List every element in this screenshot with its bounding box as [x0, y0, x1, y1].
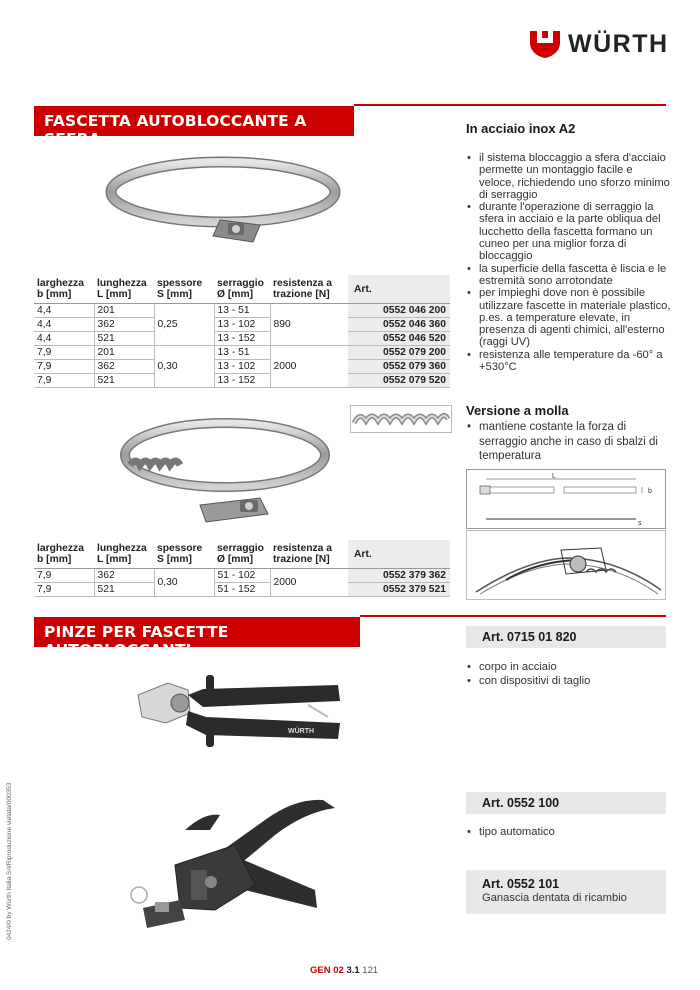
cutting-pliers-image [128, 665, 360, 757]
product-art-number: Art. 0715 01 820 [482, 630, 577, 644]
cell-art: 0552 079 200 [348, 346, 450, 360]
cell-range: 13 - 152 [214, 332, 270, 346]
feature-item: • il sistema bloccaggio a sfera d'acciaio permette un montaggio facile e veloce, richiedendo uno sforzo minimo di serraggio [466, 152, 671, 201]
col-header: Art. [348, 275, 450, 304]
table-row [34, 346, 450, 360]
col-header: larghezza b [mm] [34, 540, 94, 569]
cell-strength: 2000 [270, 569, 348, 597]
cell-range: 51 - 152 [214, 583, 270, 597]
section-number: 3.1 [346, 965, 360, 976]
table-row [34, 332, 450, 346]
page-footer [310, 965, 378, 976]
side-copyright-note: 0424/0 by Würth Italia Srl/Riproduzione vietata/000353 [6, 782, 13, 940]
section-title-fascetta: FASCETTA AUTOBLOCCANTE A SFERA [34, 106, 354, 136]
cell-strength: 890 [270, 304, 348, 346]
fascetta-features [466, 152, 671, 373]
feature-item: • per impieghi dove non è possibile utilizzare fascette in materiale plastico, p.es. a temperature elevate, in presenza di agenti chimici, all'esterno (raggi UV) [466, 287, 671, 348]
feature-item: • con dispositivi di taglio [466, 674, 666, 688]
section-divider [354, 104, 666, 106]
automatic-tensioning-pliers-image [125, 790, 360, 945]
cell-art: 0552 046 200 [348, 304, 450, 318]
cell-range: 51 - 102 [214, 569, 270, 583]
section-title-pinze: PINZE PER FASCETTE AUTOBLOCCANTI [34, 617, 360, 647]
wurth-logo-icon [528, 29, 562, 59]
label-thickness: s [638, 520, 642, 527]
product-art-number: Art. 0552 100 [482, 796, 560, 810]
cell-width: 7,9 [34, 583, 94, 597]
section-divider [360, 615, 666, 617]
cell-range: 13 - 51 [214, 346, 270, 360]
product-art-number: Art. 0552 101 [482, 877, 560, 891]
cell-strength: 2000 [270, 346, 348, 388]
cell-width: 7,9 [34, 360, 94, 374]
material-heading: In acciaio inox A2 [466, 121, 576, 136]
label-width: b [648, 488, 652, 495]
cell-range: 13 - 102 [214, 318, 270, 332]
cell-thickness: 0,30 [154, 346, 214, 388]
cell-range: 13 - 152 [214, 374, 270, 388]
cell-art: 0552 079 360 [348, 360, 450, 374]
cell-length: 521 [94, 374, 154, 388]
cell-art: 0552 046 520 [348, 332, 450, 346]
feature-item: • mantiene costante la forza di serraggio anche in caso di sbalzi di temperatura [466, 420, 671, 464]
col-header: spessore S [mm] [154, 540, 214, 569]
feature-item: • durante l'operazione di serraggio la sfera in acciaio e la parte obliqua del lucchetto della fascetta formano un cuneo per una miglior forza di bloccaggio [466, 201, 671, 262]
col-header: resistenza a trazione [N] [270, 275, 348, 304]
cell-art: 0552 079 520 [348, 374, 450, 388]
table-header-row [34, 540, 450, 569]
cell-width: 7,9 [34, 346, 94, 360]
cell-width: 4,4 [34, 318, 94, 332]
cell-art: 0552 046 360 [348, 318, 450, 332]
cable-tie-spring-image [110, 410, 335, 530]
col-header: spessore S [mm] [154, 275, 214, 304]
table-row [34, 318, 450, 332]
col-header: lunghezza L [mm] [94, 540, 154, 569]
fascetta-spec-table [34, 275, 450, 388]
product-box-0552-101 [466, 870, 666, 914]
cell-width: 4,4 [34, 304, 94, 318]
cell-art: 0552 379 521 [348, 583, 450, 597]
dimension-diagram [466, 469, 666, 529]
plier-print: WÜRTH [288, 728, 315, 735]
cell-length: 521 [94, 583, 154, 597]
catalog-code: GEN 02 [310, 965, 344, 976]
cell-width: 7,9 [34, 374, 94, 388]
feature-item: • tipo automatico [466, 826, 666, 838]
col-header: serraggio Ø [mm] [214, 540, 270, 569]
cell-range: 13 - 102 [214, 360, 270, 374]
feature-item: • corpo in acciaio [466, 660, 666, 674]
cell-width: 7,9 [34, 569, 94, 583]
col-header: serraggio Ø [mm] [214, 275, 270, 304]
table-row [34, 374, 450, 388]
product-box-0715 [466, 626, 666, 648]
spring-strip-image [350, 405, 452, 433]
versione-heading: Versione a molla [466, 403, 569, 418]
cell-range: 13 - 51 [214, 304, 270, 318]
cell-length: 521 [94, 332, 154, 346]
table-header-row [34, 275, 450, 304]
product-0552-100-features [466, 826, 666, 838]
brand-name: WÜRTH [568, 29, 669, 58]
product-subtitle: Ganascia dentata di ricambio [482, 892, 627, 904]
cell-thickness: 0,25 [154, 304, 214, 346]
col-header: resistenza a trazione [N] [270, 540, 348, 569]
feature-item: • la superficie della fascetta è liscia e le estremità sono arrotondate [466, 263, 671, 288]
versione-features [466, 420, 671, 464]
product-box-0552-100 [466, 792, 666, 814]
col-header: larghezza b [mm] [34, 275, 94, 304]
cell-length: 201 [94, 346, 154, 360]
wurth-logo [528, 24, 670, 64]
table-row [34, 569, 450, 583]
cell-art: 0552 379 362 [348, 569, 450, 583]
col-header: Art. [348, 540, 450, 569]
spring-tie-on-pipe-image [466, 530, 666, 600]
cell-length: 362 [94, 569, 154, 583]
cell-length: 362 [94, 318, 154, 332]
table-row [34, 583, 450, 597]
label-length: L [552, 473, 556, 480]
table-row [34, 360, 450, 374]
product-0715-features [466, 660, 666, 688]
cell-width: 4,4 [34, 332, 94, 346]
spring-tie-spec-table [34, 540, 450, 597]
cell-length: 362 [94, 360, 154, 374]
feature-item: • resistenza alle temperature da -60° a +530°C [466, 349, 671, 374]
col-header: lunghezza L [mm] [94, 275, 154, 304]
cell-thickness: 0,30 [154, 569, 214, 597]
cell-length: 201 [94, 304, 154, 318]
cable-tie-ball-lock-image [95, 150, 355, 250]
page-number: 121 [362, 965, 379, 976]
table-row [34, 304, 450, 318]
